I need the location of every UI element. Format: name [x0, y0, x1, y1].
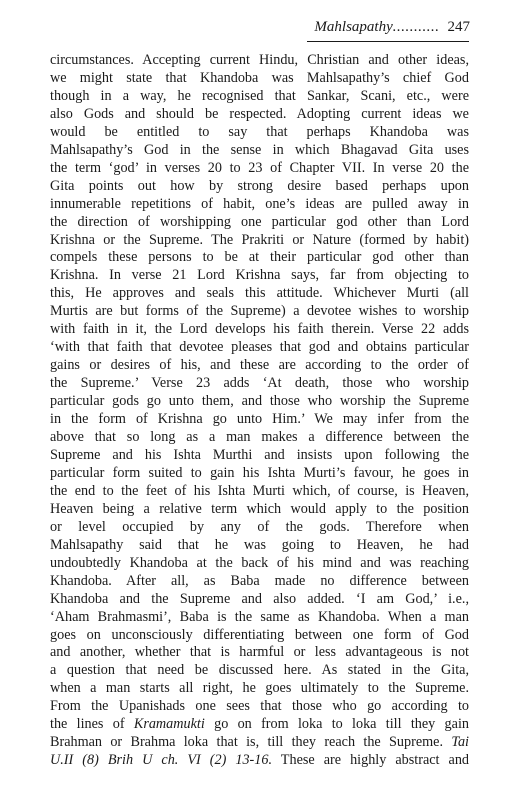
text-line: From the Upanishads one sees that those who go according to — [50, 698, 469, 715]
text-line: ‘with that faith that devotee pleases that god and obtains particular — [50, 339, 469, 356]
text-line: particular gods go unto them, and those who worship the Supreme — [50, 393, 469, 410]
text-line: circumstances. Accepting current Hindu, Christian and other ideas, — [50, 52, 469, 68]
line-segment: Brahman or Brahma loka that is, till they reach the Supreme. — [50, 734, 452, 751]
text-line: when a man starts all right, he goes ultimately to the Supreme. — [50, 680, 469, 697]
line-segment: go on from loka to loka till they gain — [204, 716, 469, 733]
text-line: the Supreme.’ Verse 23 adds ‘At death, those who worship — [50, 375, 469, 392]
text-line: innumerable repetitions of habit, one’s ideas are pulled away in — [50, 195, 469, 212]
line-segment: These are highly abstract and — [272, 752, 470, 769]
header-dots: ........... — [392, 19, 440, 35]
text-line: Khandoba. After all, as Baba made no difference between — [50, 572, 469, 589]
header-title: Mahlsapathy — [314, 19, 393, 35]
italic-reference-upanishads: U.II (8) Brih U ch. VI (2) 13-16. — [50, 752, 273, 769]
text-line: above that so long as a man makes a difference between the — [50, 429, 469, 446]
text-line: ‘Aham Brahmasmi’, Baba is the same as Khandoba. When a man — [50, 608, 469, 625]
text-line: Krishna. In verse 21 Lord Krishna says, far from objecting to — [50, 267, 469, 284]
text-line: we might state that Khandoba was Mahlsapathy’s chief God — [50, 69, 469, 86]
text-line: undoubtedly Khandoba at the back of his mind and was reaching — [50, 554, 469, 571]
text-line: Mahlsapathy’s God in the sense in which Bhagavad Gita uses — [50, 141, 469, 158]
text-line: Mahlsapathy said that he was going to Heaven, he had — [50, 536, 469, 553]
text-line-brahman — [50, 734, 469, 752]
text-line: or level occupied by any of the gods. Therefore when — [50, 518, 469, 535]
text-line: this, He approves and seals this attitude. Whichever Murti (all — [50, 285, 469, 302]
text-line-references — [50, 752, 469, 770]
body-text — [50, 52, 469, 770]
text-line: Murtis are but forms of the Supreme) a devotee wishes to worship — [50, 303, 469, 320]
text-line: Heaven being a relative term which would apply to the position — [50, 500, 469, 517]
text-line: and another, whether that is harmful or less advantageous is not — [50, 644, 469, 661]
text-line: gains or desires of his, and these are according to the order of — [50, 357, 469, 374]
header-rule — [307, 41, 469, 42]
text-line: Khandoba and the Supreme and also added. ‘I am God,’ i.e., — [50, 590, 469, 607]
text-line: would be entitled to say that perhaps Khandoba was — [50, 123, 469, 140]
text-line: compels these persons to be at their particular god other than — [50, 249, 469, 266]
italic-reference-tai: Tai — [451, 734, 469, 751]
line-segment: the lines of — [50, 716, 134, 733]
text-line: with faith in it, the Lord develops his faith therein. Verse 22 adds — [50, 321, 469, 338]
text-line-kramamukti — [50, 716, 469, 734]
text-line: the direction of worshipping one particular god other than Lord — [50, 213, 469, 230]
italic-term-kramamukti: Kramamukti — [133, 716, 205, 733]
text-line: the end to the feet of his Ishta Murti which, of course, is Heaven, — [50, 482, 469, 499]
text-line: a question that need be discussed here. As stated in the Gita, — [50, 662, 469, 679]
text-line: Gita points out how by strong desire based perhaps upon — [50, 177, 469, 194]
running-header — [314, 18, 470, 36]
text-line: the term ‘god’ in verses 20 to 23 of Chapter VII. In verse 20 the — [50, 159, 469, 176]
text-line: Krishna or the Supreme. The Prakriti or Nature (formed by habit) — [50, 231, 469, 248]
text-line: in the form of Krishna go unto Him.’ We may infer from the — [50, 411, 469, 428]
page-number: 247 — [447, 19, 470, 35]
text-line: also Gods and should be respected. Adopting current ideas we — [50, 105, 469, 122]
text-line: Supreme and his Ishta Murthi and insists upon following the — [50, 446, 469, 463]
text-line: particular form suited to gain his Ishta Murti’s favour, he goes in — [50, 464, 469, 481]
text-line: goes on unconsciously differentiating between one form of God — [50, 626, 469, 643]
text-line: though in a way, he recognised that Sankar, Scani, etc., were — [50, 87, 469, 104]
